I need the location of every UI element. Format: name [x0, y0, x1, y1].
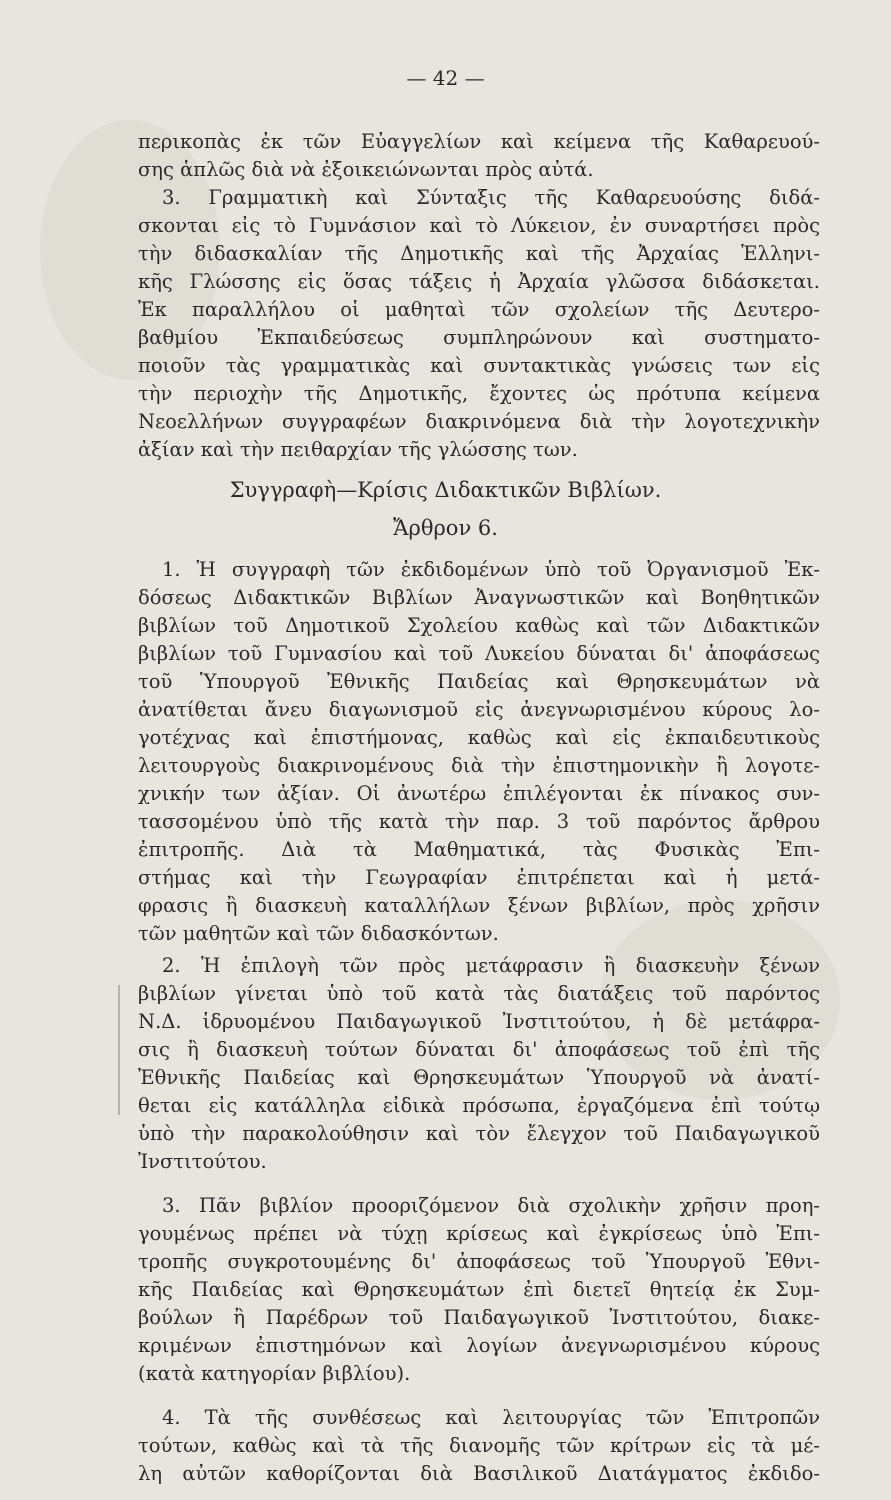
text-line: βαθμίου Ἐκπαιδεύσεως συμπληρώνουν καὶ συστηματο- — [138, 326, 820, 349]
text-line: Ἐκ παραλλήλου οἱ μαθηταὶ τῶν σχολείων τῆς Δευτερο- — [138, 298, 820, 321]
text-line: τοῦ Ὑπουργοῦ Ἐθνικῆς Παιδείας καὶ Θρησκευμάτων νὰ — [138, 670, 820, 693]
text-line: ποιοῦν τὰς γραμματικὰς καὶ συντακτικὰς γνώσεις των εἰς — [138, 354, 820, 377]
text-line: τῶν μαθητῶν καὶ τῶν διδασκόντων. — [138, 922, 499, 945]
text-line: σις ἢ διασκευὴ τούτων δύναται δι' ἀποφάσεως τοῦ ἐπὶ τῆς — [138, 1038, 820, 1061]
text-line: βιβλίων γίνεται ὑπὸ τοῦ κατὰ τὰς διατάξεις τοῦ παρόντος — [138, 982, 820, 1005]
text-line: 3. Πᾶν βιβλίον προοριζόμενον διὰ σχολικὴν χρῆσιν προη- — [162, 1194, 820, 1217]
text-line: ἀξίαν καὶ τὴν πειθαρχίαν τῆς γλώσσης των. — [138, 438, 578, 461]
text-line: τούτων, καθὼς καὶ τὰ τῆς διανομῆς τῶν κρίτρων εἰς τὰ μέ- — [138, 1434, 820, 1457]
text-line: χνικήν των ἀξίαν. Οἱ ἀνωτέρω ἐπιλέγονται ἐκ πίνακος συν- — [138, 782, 820, 805]
text-line: λειτουργοὺς διακρινομένους διὰ τὴν ἐπιστημονικὴν ἢ λογοτε- — [138, 754, 820, 777]
text-line: βιβλίων τοῦ Γυμνασίου καὶ τοῦ Λυκείου δύναται δι' ἀποφάσεως — [138, 642, 820, 665]
text-line: βιβλίων τοῦ Δημοτικοῦ Σχολείου καθὼς καὶ τῶν Διδακτικῶν — [138, 614, 820, 637]
text-line: Ἰνστιτούτου. — [138, 1150, 267, 1173]
page-number: — 42 — — [406, 66, 485, 90]
section-heading: Συγγραφὴ—Κρίσις Διδακτικῶν Βιβλίων. — [229, 478, 662, 502]
text-line: Νεοελλήνων συγγραφέων διακρινόμενα διὰ τὴν λογοτεχνικὴν — [138, 410, 820, 433]
text-line: περικοπὰς ἐκ τῶν Εὐαγγελίων καὶ κείμενα τῆς Καθαρευού- — [138, 130, 820, 153]
text-line: (κατὰ κατηγορίαν βιβλίου). — [138, 1362, 411, 1385]
text-line: Ν.Δ. ἱδρυομένου Παιδαγωγικοῦ Ἰνστιτούτου, ἡ δὲ μετάφρα- — [138, 1010, 820, 1033]
text-line: γουμένως πρέπει νὰ τύχῃ κρίσεως καὶ ἐγκρίσεως ὑπὸ Ἐπι- — [138, 1222, 820, 1245]
text-line: ἐπιτροπῆς. Διὰ τὰ Μαθηματικά, τὰς Φυσικὰς Ἐπι- — [138, 838, 820, 861]
text-line: γοτέχνας καὶ ἐπιστήμονας, καθὼς καὶ εἰς ἐκπαιδευτικοὺς — [138, 726, 820, 749]
margin-pencil-mark — [118, 985, 120, 1115]
article-heading: Ἄρθρον 6. — [393, 516, 498, 540]
text-line: 3. Γραμματικὴ καὶ Σύνταξις τῆς Καθαρευούσης διδά- — [162, 186, 820, 209]
text-line: τασσομένου ὑπὸ τῆς κατὰ τὴν παρ. 3 τοῦ παρόντος ἄρθρου — [138, 810, 820, 833]
text-line: στήμας καὶ τὴν Γεωγραφίαν ἐπιτρέπεται καὶ ἡ μετά- — [138, 866, 820, 889]
text-line: βούλων ἢ Παρέδρων τοῦ Παιδαγωγικοῦ Ἰνστιτούτου, διακε- — [138, 1306, 820, 1329]
text-line: 2. Ἡ ἐπιλογὴ τῶν πρὸς μετάφρασιν ἢ διασκευὴν ξένων — [162, 954, 820, 977]
text-line: Ἐθνικῆς Παιδείας καὶ Θρησκευμάτων Ὑπουργοῦ νὰ ἀνατί- — [138, 1066, 820, 1089]
text-line: 1. Ἡ συγγραφὴ τῶν ἐκδιδομένων ὑπὸ τοῦ Ὀργανισμοῦ Ἐκ- — [162, 558, 820, 581]
text-line: ἀνατίθεται ἄνευ διαγωνισμοῦ εἰς ἀνεγνωρισμένου κύρους λο- — [138, 698, 820, 721]
text-line: θεται εἰς κατάλληλα εἰδικὰ πρόσωπα, ἐργαζόμενα ἐπὶ τούτῳ — [138, 1094, 820, 1117]
text-line: κριμένων ἐπιστημόνων καὶ λογίων ἀνεγνωρισμένου κύρους — [138, 1334, 820, 1357]
text-line: σης ἁπλῶς διὰ νὰ ἐξοικειώνωνται πρὸς αὐτά. — [138, 158, 594, 181]
text-line: τὴν διδασκαλίαν τῆς Δημοτικῆς καὶ τῆς Ἀρχαίας Ἑλληνι- — [138, 242, 820, 265]
text-line: λη αὐτῶν καθορίζονται διὰ Βασιλικοῦ Διατάγματος ἐκδιδο- — [138, 1462, 820, 1485]
text-line: ὑπὸ τὴν παρακολούθησιν καὶ τὸν ἔλεγχον τοῦ Παιδαγωγικοῦ — [138, 1122, 820, 1145]
text-line: 4. Τὰ τῆς συνθέσεως καὶ λειτουργίας τῶν Ἐπιτροπῶν — [162, 1406, 820, 1429]
text-line: τροπῆς συγκροτουμένης δι' ἀποφάσεως τοῦ Ὑπουργοῦ Ἐθνι- — [138, 1250, 820, 1273]
text-line: τὴν περιοχὴν τῆς Δημοτικῆς, ἔχοντες ὡς πρότυπα κείμενα — [138, 382, 820, 405]
text-line: κῆς Παιδείας καὶ Θρησκευμάτων ἐπὶ διετεῖ θητείᾳ ἐκ Συμ- — [138, 1278, 820, 1301]
text-line: φρασις ἢ διασκευὴ καταλλήλων ξένων βιβλίων, πρὸς χρῆσιν — [138, 894, 820, 917]
text-line: κῆς Γλώσσης εἰς ὅσας τάξεις ἡ Ἀρχαία γλῶσσα διδάσκεται. — [138, 270, 820, 293]
text-line: σκονται εἰς τὸ Γυμνάσιον καὶ τὸ Λύκειον, ἐν συναρτήσει πρὸς — [138, 214, 820, 237]
text-line: δόσεως Διδακτικῶν Βιβλίων Ἀναγνωστικῶν καὶ Βοηθητικῶν — [138, 586, 820, 609]
